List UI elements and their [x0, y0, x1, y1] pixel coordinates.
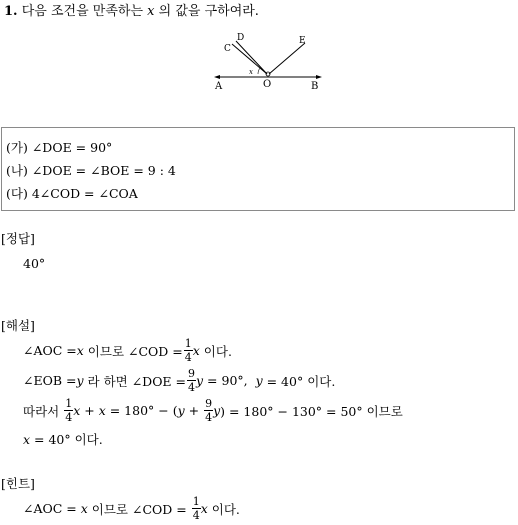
hint-line	[23, 496, 240, 521]
question-text-before: 다음 조건을 만족하는	[21, 4, 144, 19]
solution-line-4	[23, 430, 103, 448]
condition-2-expr: ∠DOE = ∠BOE = 9 : 4	[31, 163, 176, 178]
sol1-frac-den: 4	[184, 351, 192, 364]
answer-header: [정답]	[1, 231, 35, 246]
condition-3-tag: (다)	[6, 186, 28, 201]
sol1-var-x: x	[76, 343, 84, 358]
sol3-var-x: x	[73, 403, 81, 418]
sol3-text-b: +	[80, 403, 99, 418]
ray-oe	[269, 43, 305, 74]
question-line	[4, 0, 259, 19]
condition-3-expr: 4∠COD = ∠COA	[31, 186, 138, 201]
angle-diagram	[208, 28, 328, 92]
sol2-frac-num: 9	[188, 367, 196, 380]
hint-var-x2: x	[200, 501, 208, 516]
label-c: C	[224, 44, 231, 54]
sol3-fraction-2	[204, 398, 213, 423]
sol1-text-a: ∠AOC =	[23, 343, 77, 358]
sol3-var-y2: y	[213, 403, 221, 418]
condition-2	[6, 161, 176, 179]
solution-line-1	[23, 338, 232, 363]
hint-fraction	[192, 496, 201, 521]
condition-1	[6, 138, 112, 156]
sol3-fraction-1	[64, 398, 73, 423]
hint-text-b: 이므로 ∠COD =	[87, 501, 191, 517]
sol1-frac-num: 1	[184, 337, 192, 350]
sol3-var-y: y	[177, 403, 185, 418]
sol2-text-d: = 40° 이다.	[262, 373, 336, 389]
sol2-text-a: ∠EOB =	[23, 373, 77, 388]
sol2-var-y: y	[76, 373, 84, 388]
angle-arc-x	[258, 68, 260, 74]
hint-text-a: ∠AOC =	[23, 501, 81, 516]
arrow-a	[214, 75, 220, 79]
label-o: O	[263, 79, 272, 90]
sol4-text-a: = 40° 이다.	[30, 432, 103, 447]
label-a: A	[215, 81, 223, 92]
answer-value: 40°	[23, 256, 46, 271]
question-variable: x	[147, 4, 155, 19]
solution-line-3	[23, 398, 403, 423]
solution-header: [해설]	[1, 318, 35, 333]
hint-frac-den: 4	[192, 509, 200, 522]
sol3-text-d: +	[184, 403, 204, 418]
condition-1-expr: ∠DOE = 90°	[31, 140, 113, 155]
question-text-after: 의 값을 구하여라.	[158, 4, 259, 19]
condition-2-tag: (나)	[6, 163, 28, 178]
sol2-fraction	[187, 368, 196, 393]
hint-header: [힌트]	[1, 476, 35, 491]
question-number: 1.	[4, 4, 18, 19]
label-b: B	[311, 81, 319, 92]
sol3-text-a: 따라서	[23, 403, 64, 419]
sol3-text-c: = 180° − (	[105, 403, 178, 418]
sol3-frac2-den: 4	[205, 411, 213, 424]
label-e: E	[299, 36, 306, 46]
condition-3	[6, 184, 138, 202]
sol3-var-x2: x	[98, 403, 106, 418]
sol2-var-y3: y	[255, 373, 263, 388]
hint-text-c: 이다.	[207, 501, 240, 517]
condition-1-tag: (가)	[6, 140, 28, 155]
arrow-b	[316, 75, 322, 79]
sol1-var-x2: x	[192, 343, 200, 358]
sol1-text-c: 이다.	[199, 343, 232, 359]
sol3-frac1-num: 1	[65, 397, 73, 410]
sol1-text-b: 이므로 ∠COD =	[83, 343, 183, 359]
sol3-frac1-den: 4	[65, 411, 73, 424]
sol2-text-b: 라 하면 ∠DOE =	[83, 373, 187, 389]
sol3-frac2-num: 9	[205, 397, 213, 410]
label-d: D	[237, 33, 245, 43]
sol2-frac-den: 4	[188, 381, 196, 394]
sol1-fraction	[184, 338, 193, 363]
label-x: x	[249, 68, 253, 76]
sol2-var-y2: y	[196, 373, 204, 388]
hint-frac-num: 1	[192, 495, 200, 508]
sol3-text-e: ) = 180° − 130° = 50° 이므로	[220, 403, 403, 419]
hint-var-x: x	[80, 501, 88, 516]
solution-line-2	[23, 368, 335, 393]
sol2-text-c: = 90°,	[203, 373, 256, 388]
sol4-var-x: x	[23, 431, 31, 447]
